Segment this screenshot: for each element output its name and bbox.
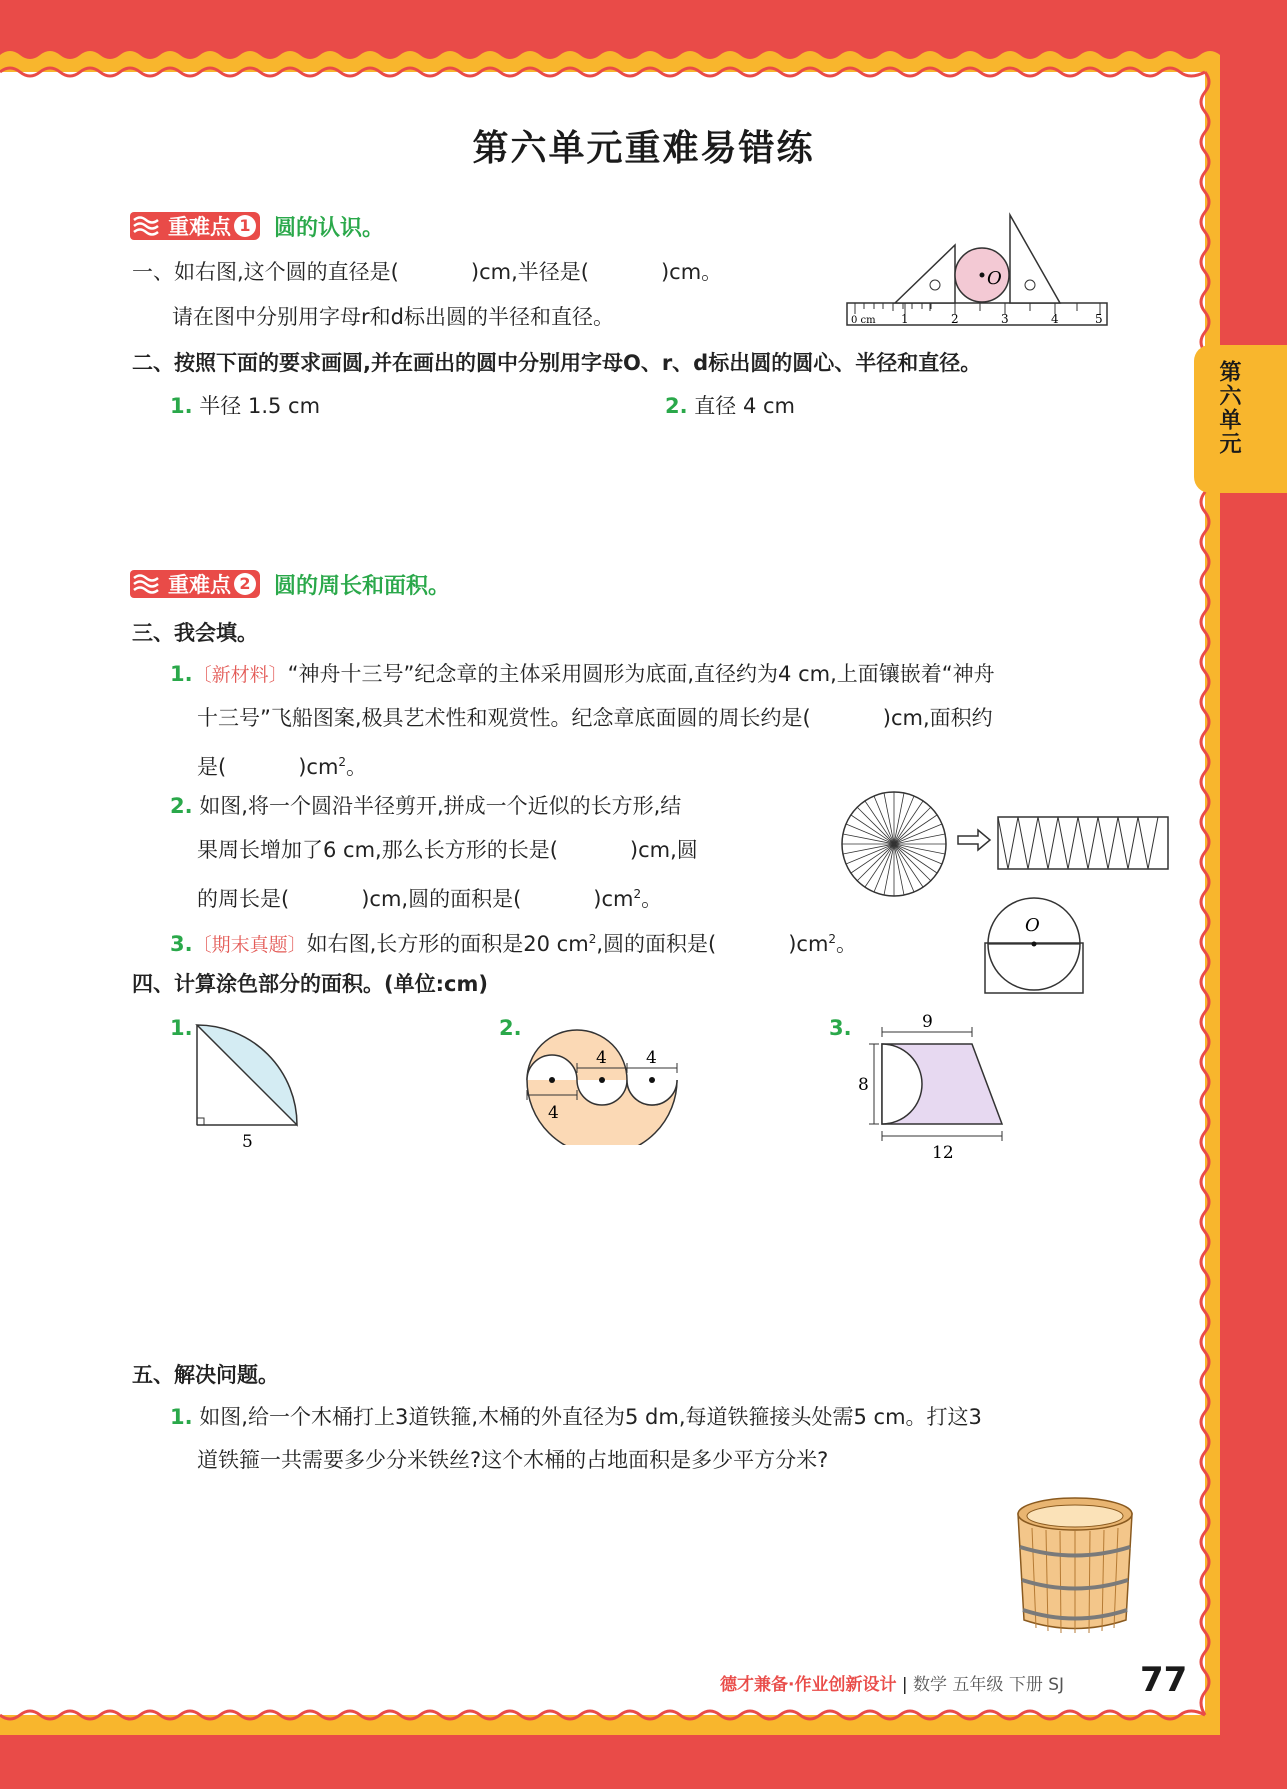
circle-center-label: O xyxy=(987,268,1002,289)
page-number: 77 xyxy=(1140,1660,1188,1700)
fig1-label: 5 xyxy=(242,1132,253,1150)
q5-item1-line2: 道铁箍一共需要多少分米铁丝?这个木桶的占地面积是多少平方分米? xyxy=(197,1448,829,1472)
fig2-label-bottom: 4 xyxy=(548,1103,559,1123)
section-2-header xyxy=(130,569,450,599)
section-1-badge: 重难点 1 xyxy=(164,212,260,240)
wave-icon xyxy=(130,212,164,240)
fig3-label-left: 8 xyxy=(858,1075,869,1095)
q1-ruler-figure xyxy=(845,210,1115,335)
section-2-badge: 重难点 2 xyxy=(164,570,260,598)
right-triangle xyxy=(1010,215,1060,303)
q4-fig2 xyxy=(522,1025,692,1145)
q3-item1-line1: 1.〔新材料〕“神舟十三号”纪念章的主体采用圆形为底面,直径约为4 cm,上面镶嵌着“神舟 xyxy=(170,662,995,686)
section-2-title: 圆的周长和面积。 xyxy=(274,573,451,599)
q5-item1-line1: 1. 如图,给一个木桶打上3道铁箍,木桶的外直径为5 dm,每道铁箍接头处需5 cm。打这3 xyxy=(170,1405,982,1429)
q3-2-figure xyxy=(838,790,1173,900)
q3-item1-line2: 十三号”飞船图案,极具艺术性和观赏性。纪念章底面圆的周长约是( )cm,面积约 xyxy=(197,706,993,730)
q4-fig2-num: 2. xyxy=(499,1016,522,1040)
q4-fig3-num: 3. xyxy=(829,1016,852,1040)
fig3-label-top: 9 xyxy=(922,1012,933,1032)
q3-heading: 三、我会填。 xyxy=(132,621,258,645)
side-tab-label: 第六单元 xyxy=(1216,360,1241,456)
q1-line1: 一、如右图,这个圆的直径是( )cm,半径是( )cm。 xyxy=(132,260,723,284)
footer-brand: 德才兼备·作业创新设计 | 数学 五年级 下册 SJ xyxy=(720,1675,1065,1695)
q3-item2-line3: 的周长是( )cm,圆的面积是( )$cm^2$。 xyxy=(197,887,663,911)
q3-item1-line3: 是( )$cm^2$。 xyxy=(197,755,368,779)
q2-heading: 二、按照下面的要求画圆,并在画出的圆中分别用字母O、r、d标出圆的圆心、半径和直径。 xyxy=(132,351,982,375)
q4-fig1 xyxy=(190,1020,305,1150)
q4-fig3 xyxy=(852,1012,1012,1172)
q1-line2: 请在图中分别用字母r和d标出圆的半径和直径。 xyxy=(172,305,614,329)
fig3-label-bottom: 12 xyxy=(932,1143,954,1163)
q3-item2-line1: 2. 如图,将一个圆沿半径剪开,拼成一个近似的长方形,结 xyxy=(170,794,682,818)
page-title: 第六单元重难易错练 xyxy=(472,128,815,169)
q3-item3: 3.〔期末真题〕如右图,长方形的面积是20 $cm^2$,圆的面积是( )$cm^2$。 xyxy=(170,932,858,956)
wave-icon xyxy=(130,570,164,598)
section-1-header xyxy=(130,211,384,241)
ruler-label-5: 5 xyxy=(1095,312,1103,326)
ruler-label-1: 1 xyxy=(901,312,909,326)
q2-item2: 2. 直径 4 cm xyxy=(665,394,795,418)
fig2-label-top-left: 4 xyxy=(596,1048,607,1068)
ruler-label-0: 0 cm xyxy=(851,315,876,326)
ruler-label-4: 4 xyxy=(1051,312,1059,326)
q5-heading: 五、解决问题。 xyxy=(132,1363,279,1387)
rect-circle-center-label: O xyxy=(1025,915,1040,936)
barrel-figure xyxy=(1010,1492,1140,1637)
q3-3-figure xyxy=(980,895,1090,997)
q2-item1: 1. 半径 1.5 cm xyxy=(170,394,321,418)
left-triangle xyxy=(895,245,955,303)
ruler-label-3: 3 xyxy=(1001,312,1009,326)
q3-item2-line2: 果周长增加了6 cm,那么长方形的长是( )cm,圆 xyxy=(197,838,698,862)
ruler-label-2: 2 xyxy=(951,312,959,326)
q4-heading: 四、计算涂色部分的面积。(单位:cm) xyxy=(132,972,488,996)
q4-fig1-num: 1. xyxy=(170,1016,193,1040)
fig2-label-top-right: 4 xyxy=(646,1048,657,1068)
section-1-title: 圆的认识。 xyxy=(274,215,385,241)
